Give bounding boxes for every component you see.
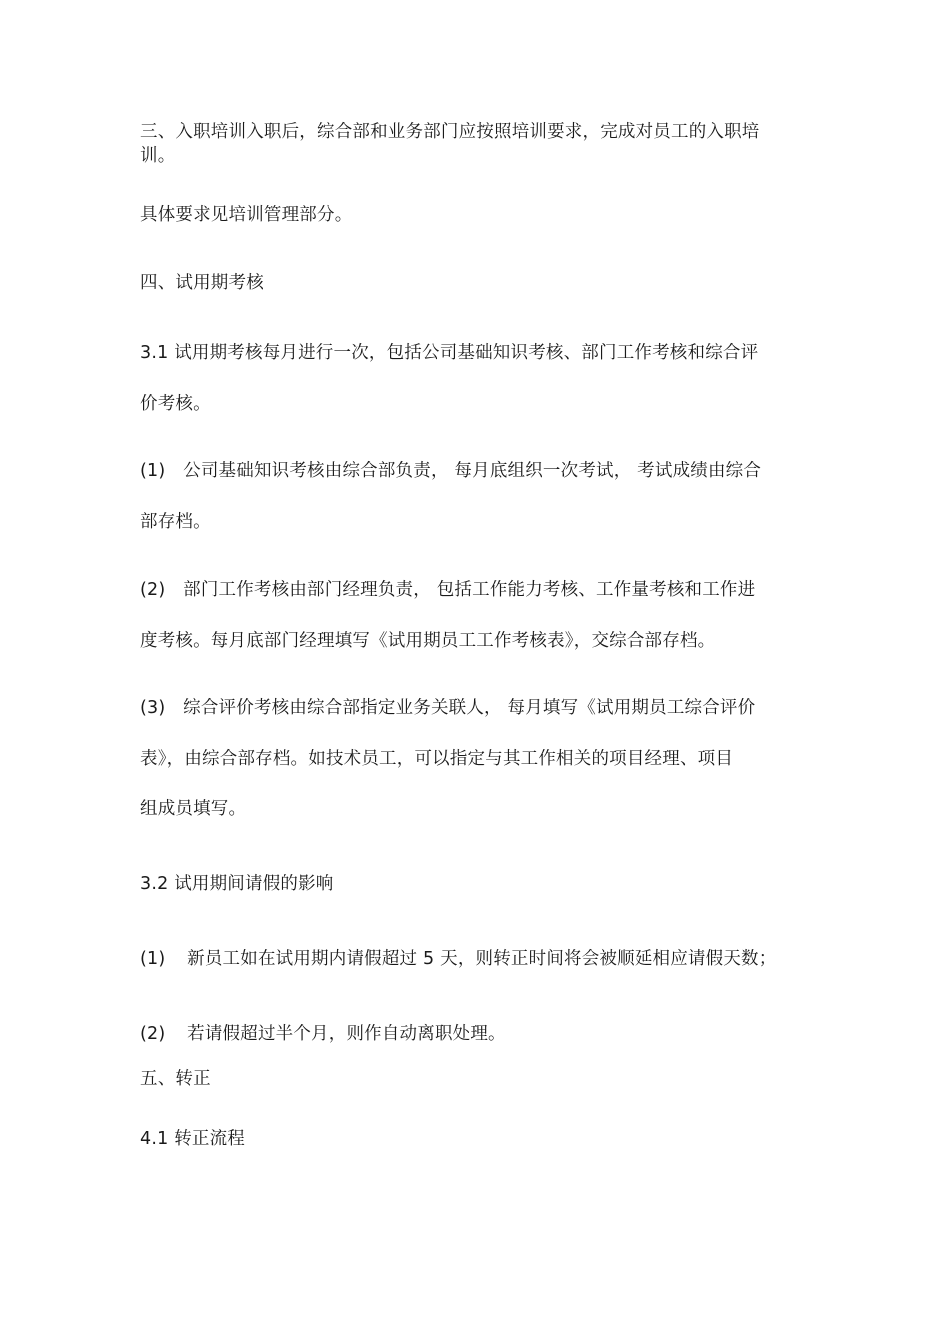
section3-paragraph-line1: 三、入职培训入职后，综合部和业务部门应按照培训要求，完成对员工的入职培 [140, 122, 760, 142]
item3-line1 [140, 697, 755, 719]
leave-item1 [140, 948, 776, 970]
section-3-1-line2: 价考核。 [140, 394, 211, 414]
item2-text: 部门工作考核由部门经理负责， 包括工作能力考核、工作量考核和工作进 [183, 580, 756, 600]
section-4-1-heading: 4.1 转正流程 [140, 1129, 245, 1149]
leave-item1-number: (1) [140, 949, 166, 969]
item3-text: 综合评价考核由综合部指定业务关联人， 每月填写《试用期员工综合评价 [183, 698, 756, 718]
item1-text: 公司基础知识考核由综合部负责， 每月底组织一次考试， 考试成绩由综合 [183, 461, 762, 481]
section-3-1-line1: 3.1 试用期考核每月进行一次，包括公司基础知识考核、部门工作考核和综合评 [140, 343, 759, 363]
leave-item1-text: 新员工如在试用期内请假超过 5 天，则转正时间将会被顺延相应请假天数； [187, 949, 777, 969]
item1-line1 [140, 460, 761, 482]
leave-item2-number: (2) [140, 1024, 166, 1044]
item3-number: (3) [140, 698, 166, 718]
item2-number: (2) [140, 580, 166, 600]
section3-paragraph-line2: 训。 [140, 146, 176, 166]
section3-note: 具体要求见培训管理部分。 [140, 205, 353, 225]
section4-heading: 四、试用期考核 [140, 273, 264, 293]
section5-heading: 五、转正 [140, 1069, 211, 1089]
leave-item2 [140, 1023, 506, 1045]
item1-number: (1) [140, 461, 166, 481]
leave-item2-text: 若请假超过半个月，则作自动离职处理。 [187, 1024, 506, 1044]
item3-line2: 表》，由综合部存档。如技术员工，可以指定与其工作相关的项目经理、项目 [140, 749, 734, 769]
item2-line2: 度考核。每月底部门经理填写《试用期员工工作考核表》，交综合部存档。 [140, 631, 716, 651]
item3-line3: 组成员填写。 [140, 799, 247, 819]
section-3-2-heading: 3.2 试用期间请假的影响 [140, 874, 334, 894]
item2-line1 [140, 579, 755, 601]
item1-line2: 部存档。 [140, 512, 211, 532]
